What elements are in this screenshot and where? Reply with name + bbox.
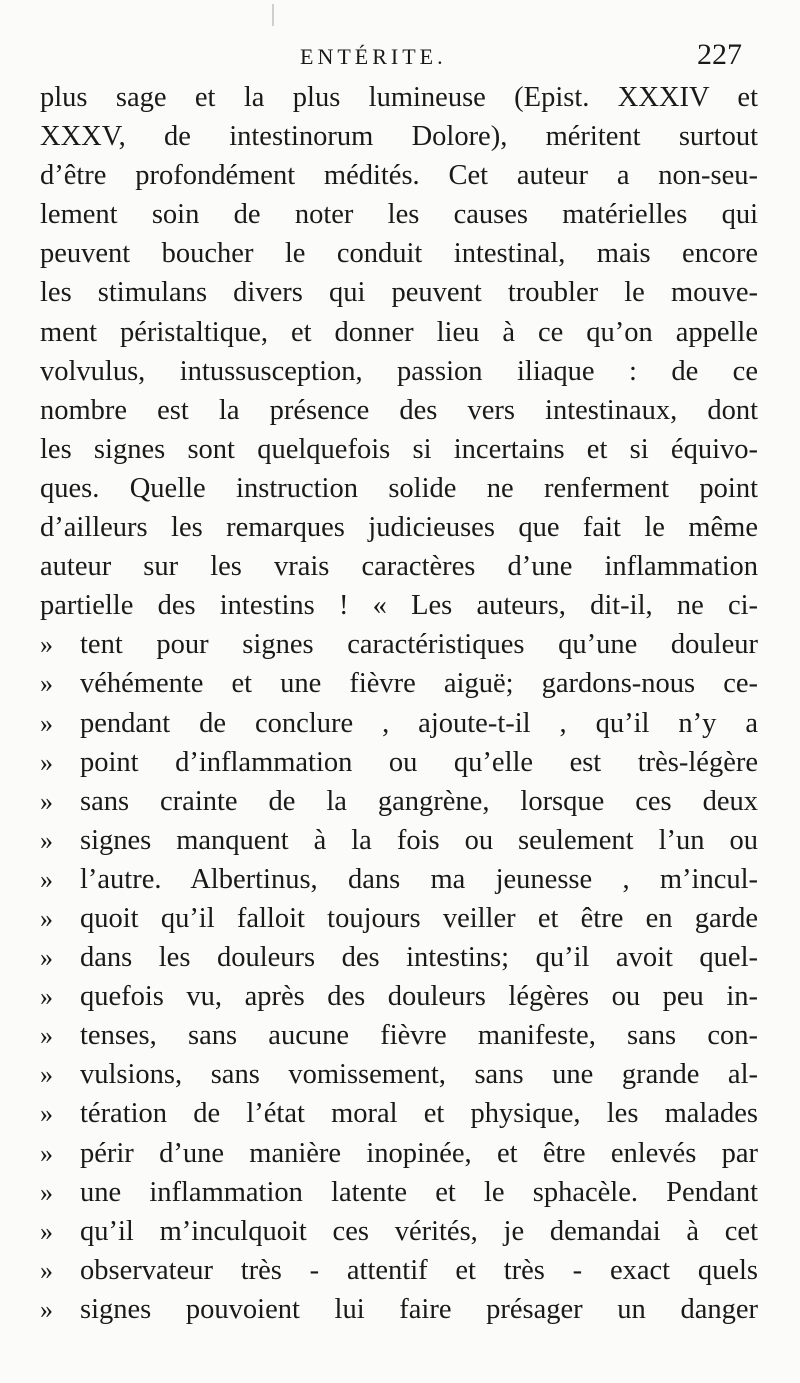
quote-mark: » — [40, 669, 53, 699]
line-text: quefois vu, après des douleurs légères ou peu in- — [80, 981, 758, 1013]
text-line — [40, 156, 758, 195]
text-line — [40, 938, 758, 977]
text-line — [40, 704, 758, 743]
line-text: les stimulans divers qui peuvent troubler le mouve- — [40, 277, 758, 309]
text-line — [40, 1094, 758, 1133]
text-line — [40, 273, 758, 312]
text-line — [40, 430, 758, 469]
text-line — [40, 977, 758, 1016]
page-header — [0, 38, 800, 78]
text-line — [40, 117, 758, 156]
text-line — [40, 1055, 758, 1094]
line-text: observateur très - attentif et très - exact quels — [80, 1254, 758, 1286]
quote-mark: » — [40, 786, 53, 816]
margin-mark — [272, 4, 274, 26]
line-text: les signes sont quelquefois si incertains et si équivo- — [40, 433, 758, 465]
page-number: 227 — [697, 38, 742, 71]
line-text: d’ailleurs les remarques judicieuses que fait le même — [40, 512, 758, 544]
text-line — [40, 860, 758, 899]
line-text: ment péristaltique, et donner lieu à ce qu’on appelle — [40, 316, 758, 348]
line-text: qu’il m’inculquoit ces vérités, je demandai à cet — [80, 1215, 758, 1247]
text-line — [40, 899, 758, 938]
text-line — [40, 469, 758, 508]
quote-mark: » — [40, 708, 53, 738]
line-text: signes pouvoient lui faire présager un danger — [80, 1293, 758, 1325]
line-text: sans crainte de la gangrène, lorsque ces deux — [80, 785, 758, 817]
line-text: nombre est la présence des vers intestinaux, dont — [40, 394, 758, 426]
line-text: vulsions, sans vomissement, sans une grande al- — [80, 1059, 758, 1091]
line-text: auteur sur les vrais caractères d’une inflammation — [40, 551, 758, 583]
line-text: véhémente et une fièvre aiguë; gardons-nous ce- — [80, 668, 758, 700]
text-line — [40, 821, 758, 860]
text-line — [40, 1290, 758, 1329]
text-line — [40, 313, 758, 352]
line-text: partielle des intestins ! « Les auteurs, dit-il, ne ci- — [40, 590, 758, 622]
line-text: tent pour signes caractéristiques qu’une douleur — [80, 629, 758, 661]
text-line — [40, 234, 758, 273]
quote-mark: » — [40, 864, 53, 894]
line-text: l’autre. Albertinus, dans ma jeunesse , m’incul- — [80, 863, 758, 895]
quote-mark: » — [40, 1060, 53, 1090]
text-line — [40, 625, 758, 664]
text-line — [40, 1251, 758, 1290]
line-text: quoit qu’il falloit toujours veiller et être en garde — [80, 902, 758, 934]
quote-mark: » — [40, 747, 53, 777]
quote-mark: » — [40, 1255, 53, 1285]
text-line — [40, 547, 758, 586]
line-text: point d’inflammation ou qu’elle est très-légère — [80, 746, 758, 778]
text-line — [40, 352, 758, 391]
text-line — [40, 743, 758, 782]
text-line — [40, 1173, 758, 1212]
quote-mark: » — [40, 1099, 53, 1129]
quote-mark: » — [40, 1138, 53, 1168]
line-text: plus sage et la plus lumineuse (Epist. XXXIV et — [40, 82, 758, 113]
text-line — [40, 664, 758, 703]
text-line — [40, 586, 758, 625]
line-text: peuvent boucher le conduit intestinal, mais encore — [40, 238, 758, 270]
text-line — [40, 195, 758, 234]
text-line — [40, 391, 758, 430]
quote-mark: » — [40, 943, 53, 973]
quote-mark: » — [40, 1021, 53, 1051]
line-text: dans les douleurs des intestins; qu’il avoit quel- — [80, 942, 758, 974]
quote-mark: » — [40, 982, 53, 1012]
line-text: XXXV, de intestinorum Dolore), méritent surtout — [40, 121, 758, 153]
text-line — [40, 1134, 758, 1173]
line-text: signes manquent à la fois ou seulement l’un ou — [80, 824, 758, 856]
text-line — [40, 508, 758, 547]
quote-mark: » — [40, 825, 53, 855]
quote-mark: » — [40, 1294, 53, 1324]
line-text: volvulus, intussusception, passion iliaque : de ce — [40, 355, 758, 387]
quote-mark: » — [40, 903, 53, 933]
line-text: d’être profondément médités. Cet auteur a non-seu- — [40, 160, 758, 192]
line-text: une inflammation latente et le sphacèle. Pendant — [80, 1176, 758, 1208]
quote-mark: » — [40, 630, 53, 660]
line-text: lement soin de noter les causes matérielles qui — [40, 199, 758, 231]
text-line — [40, 1016, 758, 1055]
running-title: ENTÉRITE. — [300, 44, 447, 69]
line-text: tenses, sans aucune fièvre manifeste, sans con- — [80, 1020, 758, 1052]
text-line — [40, 782, 758, 821]
text-line — [40, 1212, 758, 1251]
line-text: pendant de conclure , ajoute-t-il , qu’il n’y a — [80, 707, 758, 739]
text-line — [40, 78, 758, 117]
line-text: tération de l’état moral et physique, les malades — [80, 1098, 758, 1130]
line-text: périr d’une manière inopinée, et être enlevés par — [80, 1137, 758, 1169]
body-text — [40, 78, 758, 1329]
quote-mark: » — [40, 1177, 53, 1207]
quote-mark: » — [40, 1216, 53, 1246]
line-text: ques. Quelle instruction solide ne renferment point — [40, 472, 758, 504]
